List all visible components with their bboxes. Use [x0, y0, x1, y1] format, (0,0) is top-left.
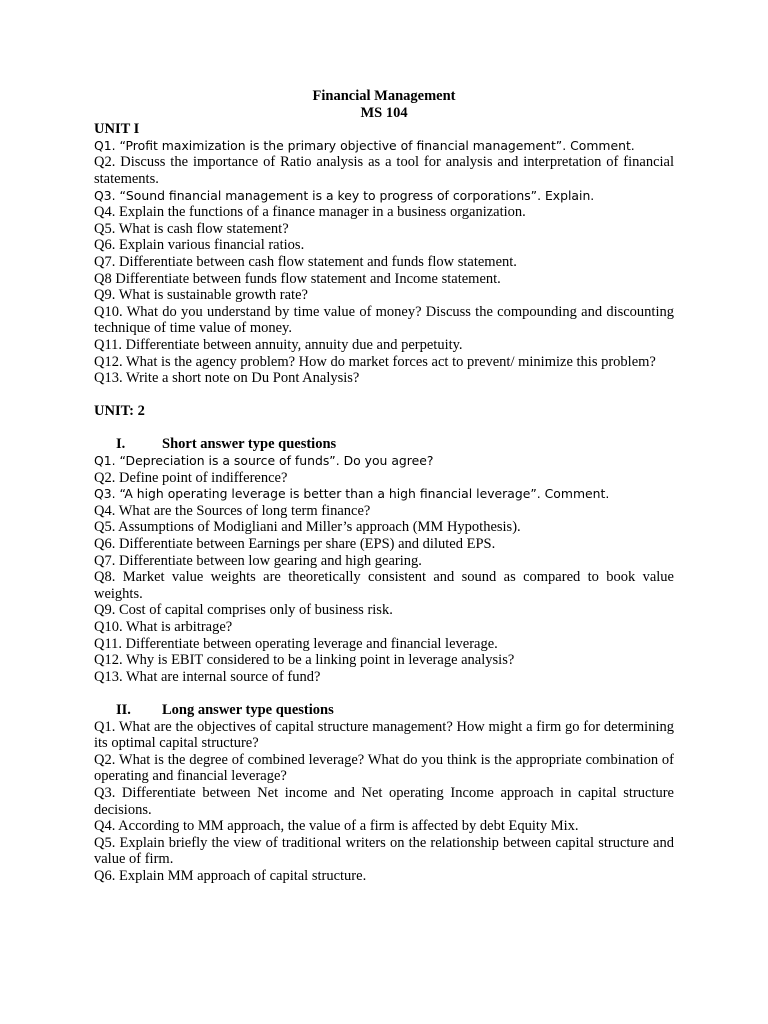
course-code: MS 104: [360, 104, 408, 121]
section-title: Short answer type questions: [162, 436, 337, 453]
question-item: Q3. “Sound financial management is a key to progress of corporations”. Explain.: [94, 187, 595, 203]
unit2-heading: UNIT: 2: [94, 403, 145, 420]
question-item: Q12. What is the agency problem? How do market forces act to prevent/ minimize this problem?: [94, 353, 656, 370]
question-item: Q13. What are internal source of fund?: [94, 668, 321, 685]
unit1-question-list: [94, 138, 674, 387]
short-answer-question-list: [94, 453, 674, 685]
question-item: Q13. Write a short note on Du Pont Analysis?: [94, 370, 360, 387]
question-item: Q2. Discuss the importance of Ratio analysis as a tool for analysis and interpretation of financial statements.: [94, 154, 674, 187]
question-item: Q9. What is sustainable growth rate?: [94, 287, 308, 304]
question-item: Q1. “Profit maximization is the primary objective of financial management”. Comment.: [94, 137, 635, 153]
question-item: Q10. What is arbitrage?: [94, 619, 233, 635]
question-item: Q11. Differentiate between annuity, annuity due and perpetuity.: [94, 336, 463, 353]
short-answer-heading: [94, 436, 674, 453]
question-item: Q6. Explain MM approach of capital structure.: [94, 867, 367, 884]
question-item: Q9. Cost of capital comprises only of business risk.: [94, 602, 393, 619]
long-answer-question-list: [94, 719, 674, 885]
question-item: Q3. “A high operating leverage is better than a high financial leverage”. Comment.: [94, 486, 610, 502]
question-item: Q2. What is the degree of combined leverage? What do you think is the appropriate combination of operating and financial leverage?: [94, 751, 674, 785]
question-item: Q4. What are the Sources of long term finance?: [94, 502, 371, 519]
question-item: Q1. What are the objectives of capital structure management? How might a firm go for determining its optimal capital structure?: [94, 718, 674, 752]
question-item: Q8. Market value weights are theoretically consistent and sound as compared to book value weights.: [94, 569, 674, 602]
question-item: Q7. Differentiate between low gearing and high gearing.: [94, 552, 422, 569]
question-item: Q5. What is cash flow statement?: [94, 220, 289, 237]
question-item: Q11. Differentiate between operating leverage and financial leverage.: [94, 635, 498, 652]
question-item: Q2. Define point of indifference?: [94, 469, 288, 486]
question-item: Q5. Assumptions of Modigliani and Miller’s approach (MM Hypothesis).: [94, 519, 521, 536]
question-item: Q4. Explain the functions of a finance manager in a business organization.: [94, 204, 526, 221]
question-item: Q6. Explain various financial ratios.: [94, 237, 305, 254]
question-item: Q5. Explain briefly the view of traditional writers on the relationship between capital structure and value of firm.: [94, 834, 674, 868]
long-answer-heading: [94, 702, 674, 719]
document-page: [94, 88, 674, 885]
unit1-heading: UNIT I: [94, 121, 140, 138]
question-item: Q4. According to MM approach, the value of a firm is affected by debt Equity Mix.: [94, 818, 579, 835]
section-number: II.: [116, 701, 131, 718]
question-item: Q6. Differentiate between Earnings per share (EPS) and diluted EPS.: [94, 536, 496, 553]
question-item: Q8 Differentiate between funds flow statement and Income statement.: [94, 270, 501, 287]
document-title: Financial Management: [312, 88, 456, 104]
question-item: Q12. Why is EBIT considered to be a linking point in leverage analysis?: [94, 652, 515, 669]
question-item: Q10. What do you understand by time value of money? Discuss the compounding and discounting technique of time value of money.: [94, 303, 674, 337]
section-number: I.: [116, 436, 126, 453]
section-title: Long answer type questions: [162, 701, 334, 718]
question-item: Q3. Differentiate between Net income and Net operating Income approach in capital structure decisions.: [94, 784, 674, 818]
question-item: Q1. “Depreciation is a source of funds”. Do you agree?: [94, 453, 434, 469]
question-item: Q7. Differentiate between cash flow statement and funds flow statement.: [94, 253, 517, 270]
